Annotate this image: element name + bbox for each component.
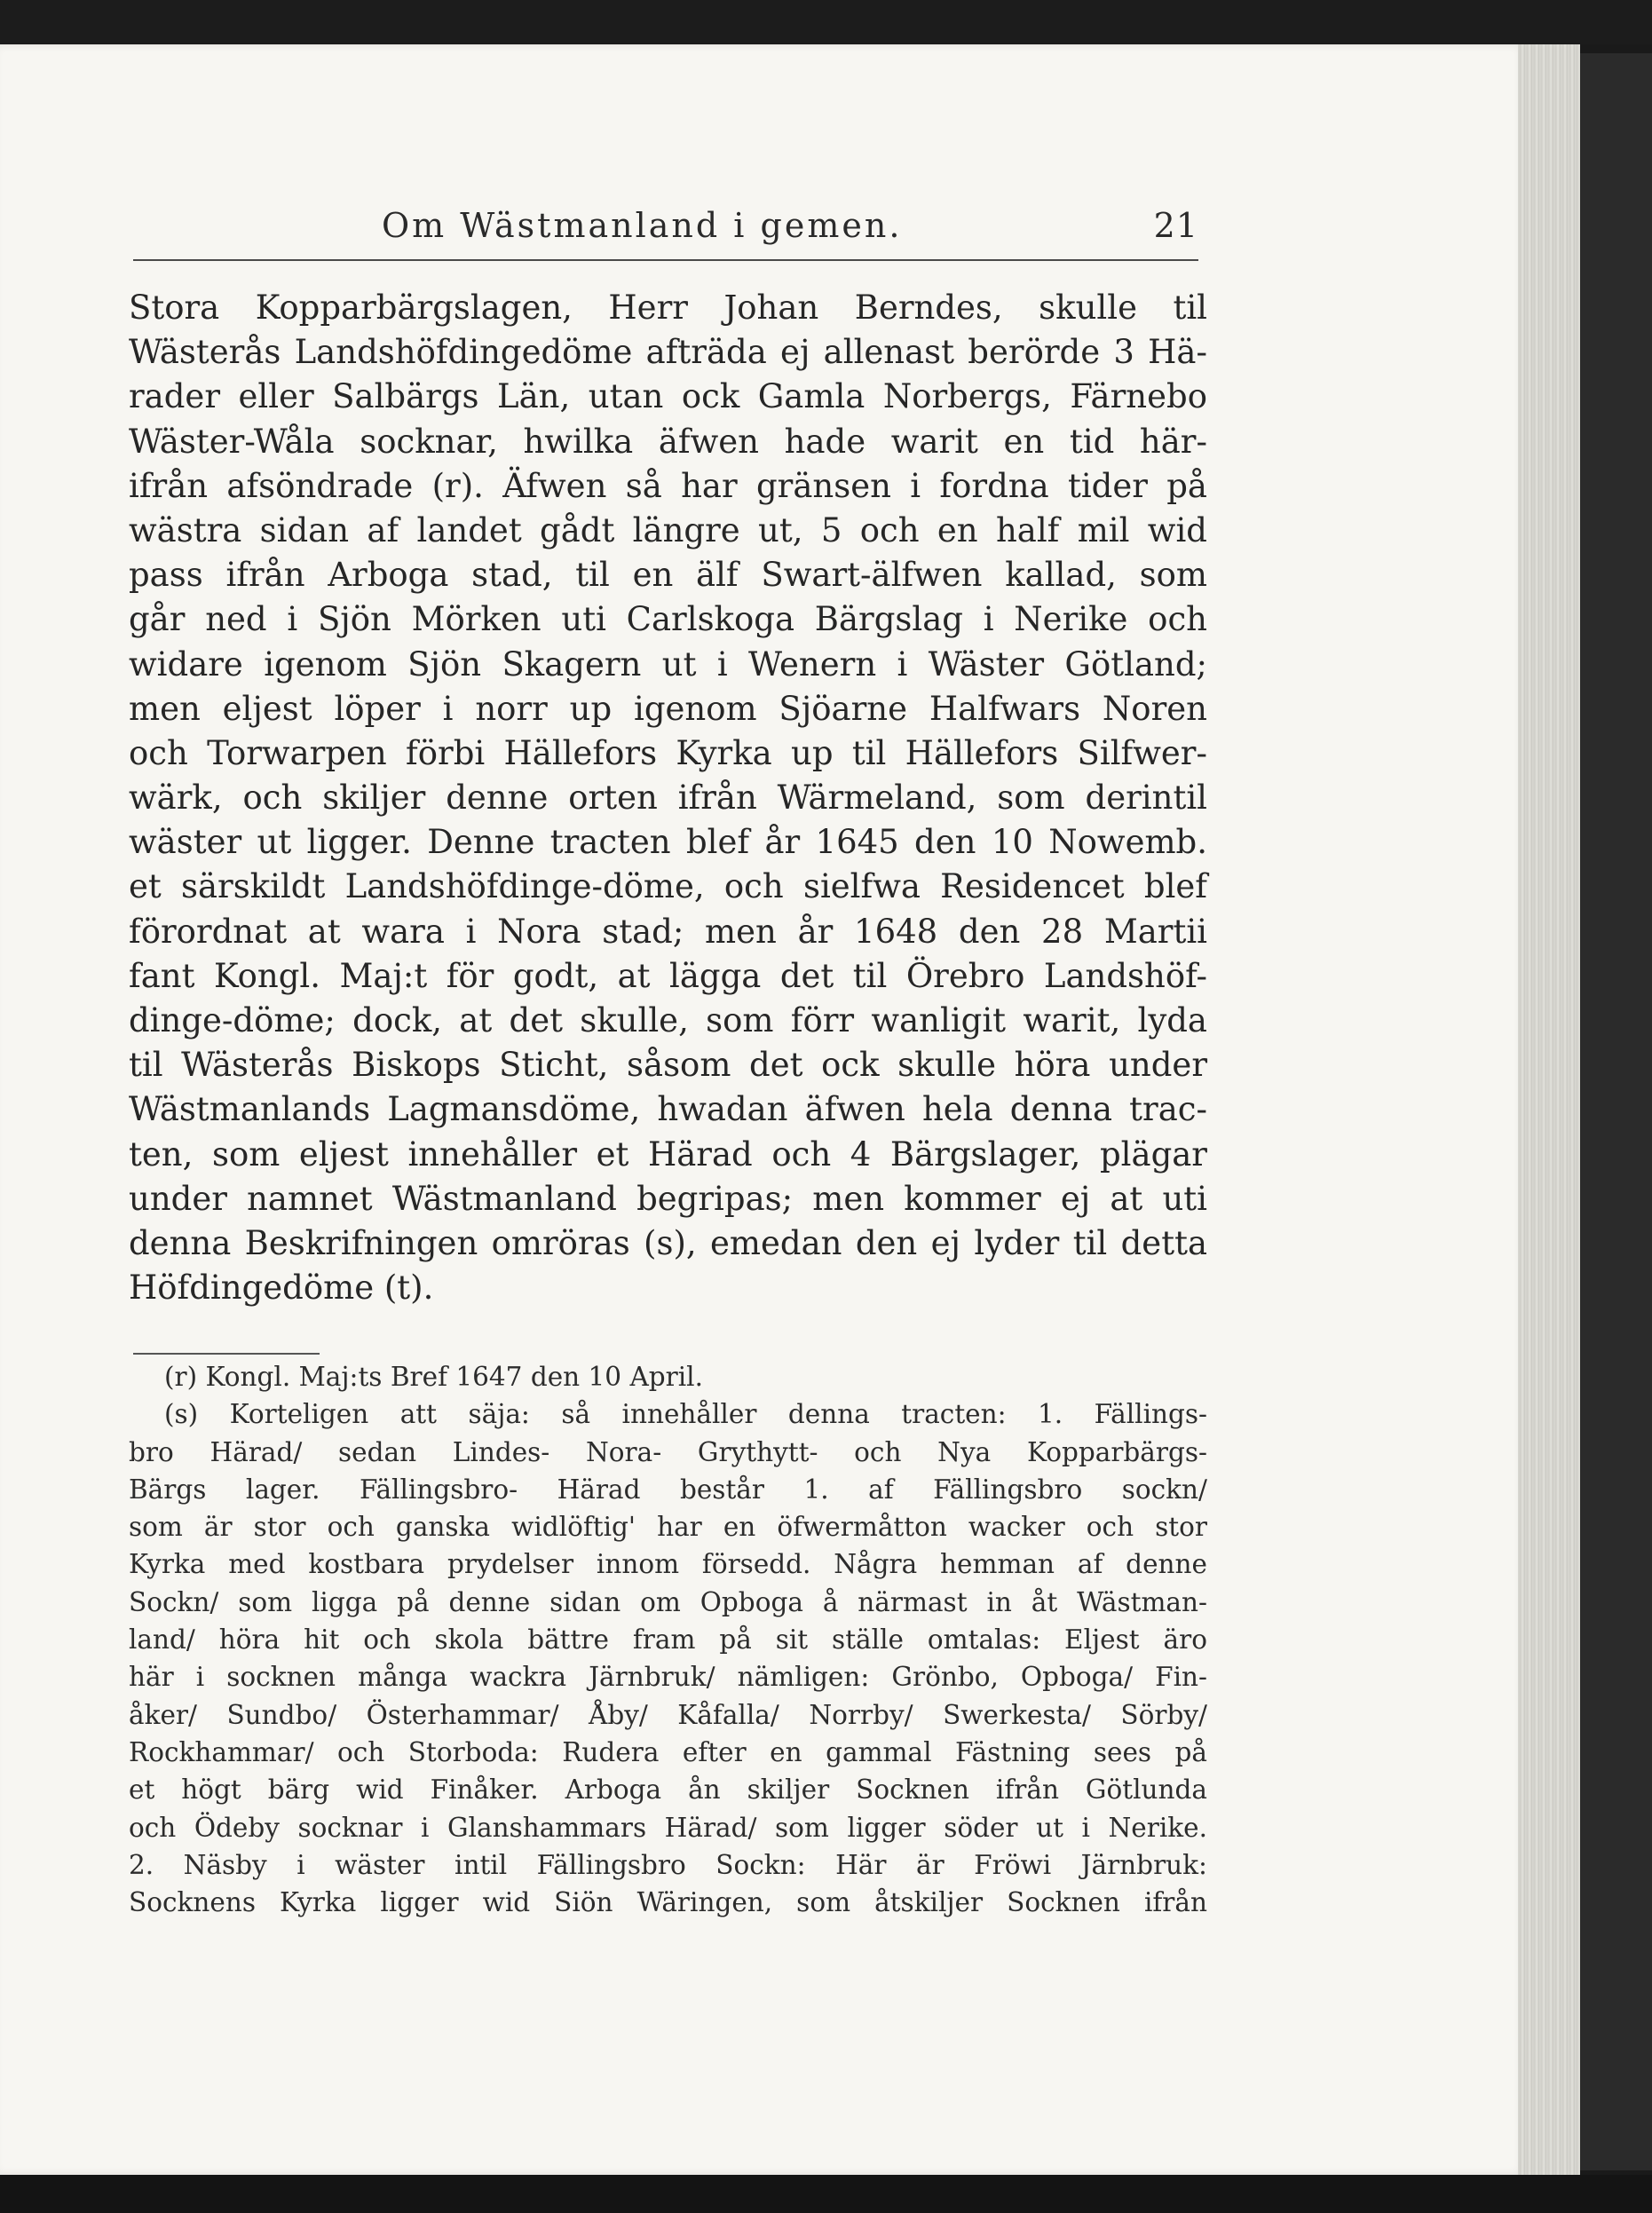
text-line: Wästerås Landshöfdingedöme afträda ej allenast berörde 3 Hä- bbox=[129, 333, 1207, 372]
text-line: Wästmanlands Lagmansdöme, hwadan äfwen hela denna trac- bbox=[129, 1090, 1207, 1129]
text-line: til Wästerås Biskops Sticht, såsom det ock skulle höra under bbox=[129, 1046, 1207, 1085]
footnote-line: Socknens Kyrka ligger wid Siön Wäringen, som åtskiljer Socknen ifrån bbox=[129, 1887, 1207, 1918]
footnote-line: et högt bärg wid Finåker. Arboga ån skiljer Socknen ifrån Götlunda bbox=[129, 1774, 1207, 1806]
text-line: förordnat at wara i Nora stad; men år 1648 den 28 Martii bbox=[129, 912, 1207, 951]
footnote-line: som är stor och ganska widlöftig' har en öfwermåtton wacker och stor bbox=[129, 1512, 1207, 1543]
text-line: går ned i Sjön Mörken uti Carlskoga Bärgslag i Nerike och bbox=[129, 600, 1207, 639]
text-line: rader eller Salbärgs Län, utan ock Gamla Norbergs, Färnebo bbox=[129, 377, 1207, 416]
text-line: et särskildt Landshöfdinge-döme, och sielfwa Residencet blef bbox=[129, 867, 1207, 906]
text-line: ten, som eljest innehåller et Härad och 4 Bärgslager, plägar bbox=[129, 1134, 1207, 1174]
scan-bottom-border bbox=[0, 2175, 1652, 2213]
book-cover-edge bbox=[1580, 53, 1652, 2170]
text-line: wäster ut ligger. Denne tracten blef år 1645 den 10 Nowemb. bbox=[129, 823, 1207, 862]
text-line: denna Beskrifningen omröras (s), emedan den ej lyder til detta bbox=[129, 1223, 1207, 1262]
page-number: 21 bbox=[1153, 206, 1198, 245]
text-line: Wäster-Wåla socknar, hwilka äfwen hade warit en tid här- bbox=[129, 422, 1207, 461]
page-edges bbox=[1518, 44, 1580, 2175]
footnote-line: Rockhammar/ och Storboda: Rudera efter en gammal Fästning sees på bbox=[129, 1736, 1207, 1767]
footnote-line: (r) Kongl. Maj:ts Bref 1647 den 10 April. bbox=[164, 1362, 703, 1392]
text-line: men eljest löper i norr up igenom Sjöarne Halfwars Noren bbox=[129, 689, 1207, 728]
scan-top-border bbox=[0, 0, 1652, 44]
footnote-rule bbox=[133, 1353, 320, 1355]
footnotes bbox=[129, 1358, 1207, 1921]
footnote-line: Kyrka med kostbara prydelser innom försedd. Några hemman af denne bbox=[129, 1549, 1207, 1580]
running-title: Om Wästmanland i gemen. bbox=[382, 206, 903, 245]
text-line: wärk, och skiljer denne orten ifrån Wärmeland, som derintil bbox=[129, 779, 1207, 818]
footnote-line: Bärgs lager. Fällingsbro- Härad består 1. af Fällingsbro sockn/ bbox=[129, 1474, 1207, 1505]
footnote-line: bro Härad/ sedan Lindes- Nora- Grythytt- och Nya Kopparbärgs- bbox=[129, 1436, 1207, 1467]
footnote-line: Sockn/ som ligga på denne sidan om Opboga å närmast in åt Wästman- bbox=[129, 1586, 1207, 1617]
text-line: Stora Kopparbärgslagen, Herr Johan Berndes, skulle til bbox=[129, 288, 1207, 327]
text-line: pass ifrån Arboga stad, til en älf Swart-älfwen kallad, som bbox=[129, 556, 1207, 595]
text-line: under namnet Wästmanland begripas; men kommer ej at uti bbox=[129, 1179, 1207, 1218]
footnote-line: här i socknen många wackra Järnbruk/ nämligen: Grönbo, Opboga/ Fin- bbox=[129, 1662, 1207, 1693]
running-header bbox=[133, 206, 1198, 259]
text-line: fant Kongl. Maj:t för godt, at lägga det til Örebro Landshöf- bbox=[129, 956, 1207, 995]
text-line: wästra sidan af landet gådt längre ut, 5 och en half mil wid bbox=[129, 510, 1207, 549]
text-line: Höfdingedöme (t). bbox=[129, 1269, 434, 1308]
footnote-line: (s) Korteligen att säja: så innehåller denna tracten: 1. Fällings- bbox=[164, 1399, 1207, 1430]
text-line: ifrån afsöndrade (r). Äfwen så har gränsen i fordna tider på bbox=[129, 466, 1207, 505]
header-rule bbox=[133, 259, 1198, 261]
footnote-line: land/ höra hit och skola bättre fram på sit ställe omtalas: Eljest äro bbox=[129, 1624, 1207, 1656]
main-text bbox=[129, 286, 1207, 1310]
footnote-line: åker/ Sundbo/ Österhammar/ Åby/ Kåfalla/ Norrby/ Swerkesta/ Sörby/ bbox=[129, 1699, 1207, 1730]
text-line: dinge-döme; dock, at det skulle, som förr wanligit warit, lyda bbox=[129, 1001, 1207, 1039]
footnote-line: 2. Näsby i wäster intil Fällingsbro Sockn: Här är Fröwi Järnbruk: bbox=[129, 1849, 1207, 1880]
text-line: widare igenom Sjön Skagern ut i Wenern i Wäster Götland; bbox=[129, 644, 1207, 684]
text-line: och Torwarpen förbi Hällefors Kyrka up til Hällefors Silfwer- bbox=[129, 733, 1207, 772]
footnote-line: och Ödeby socknar i Glanshammars Härad/ som ligger söder ut i Nerike. bbox=[129, 1812, 1207, 1843]
